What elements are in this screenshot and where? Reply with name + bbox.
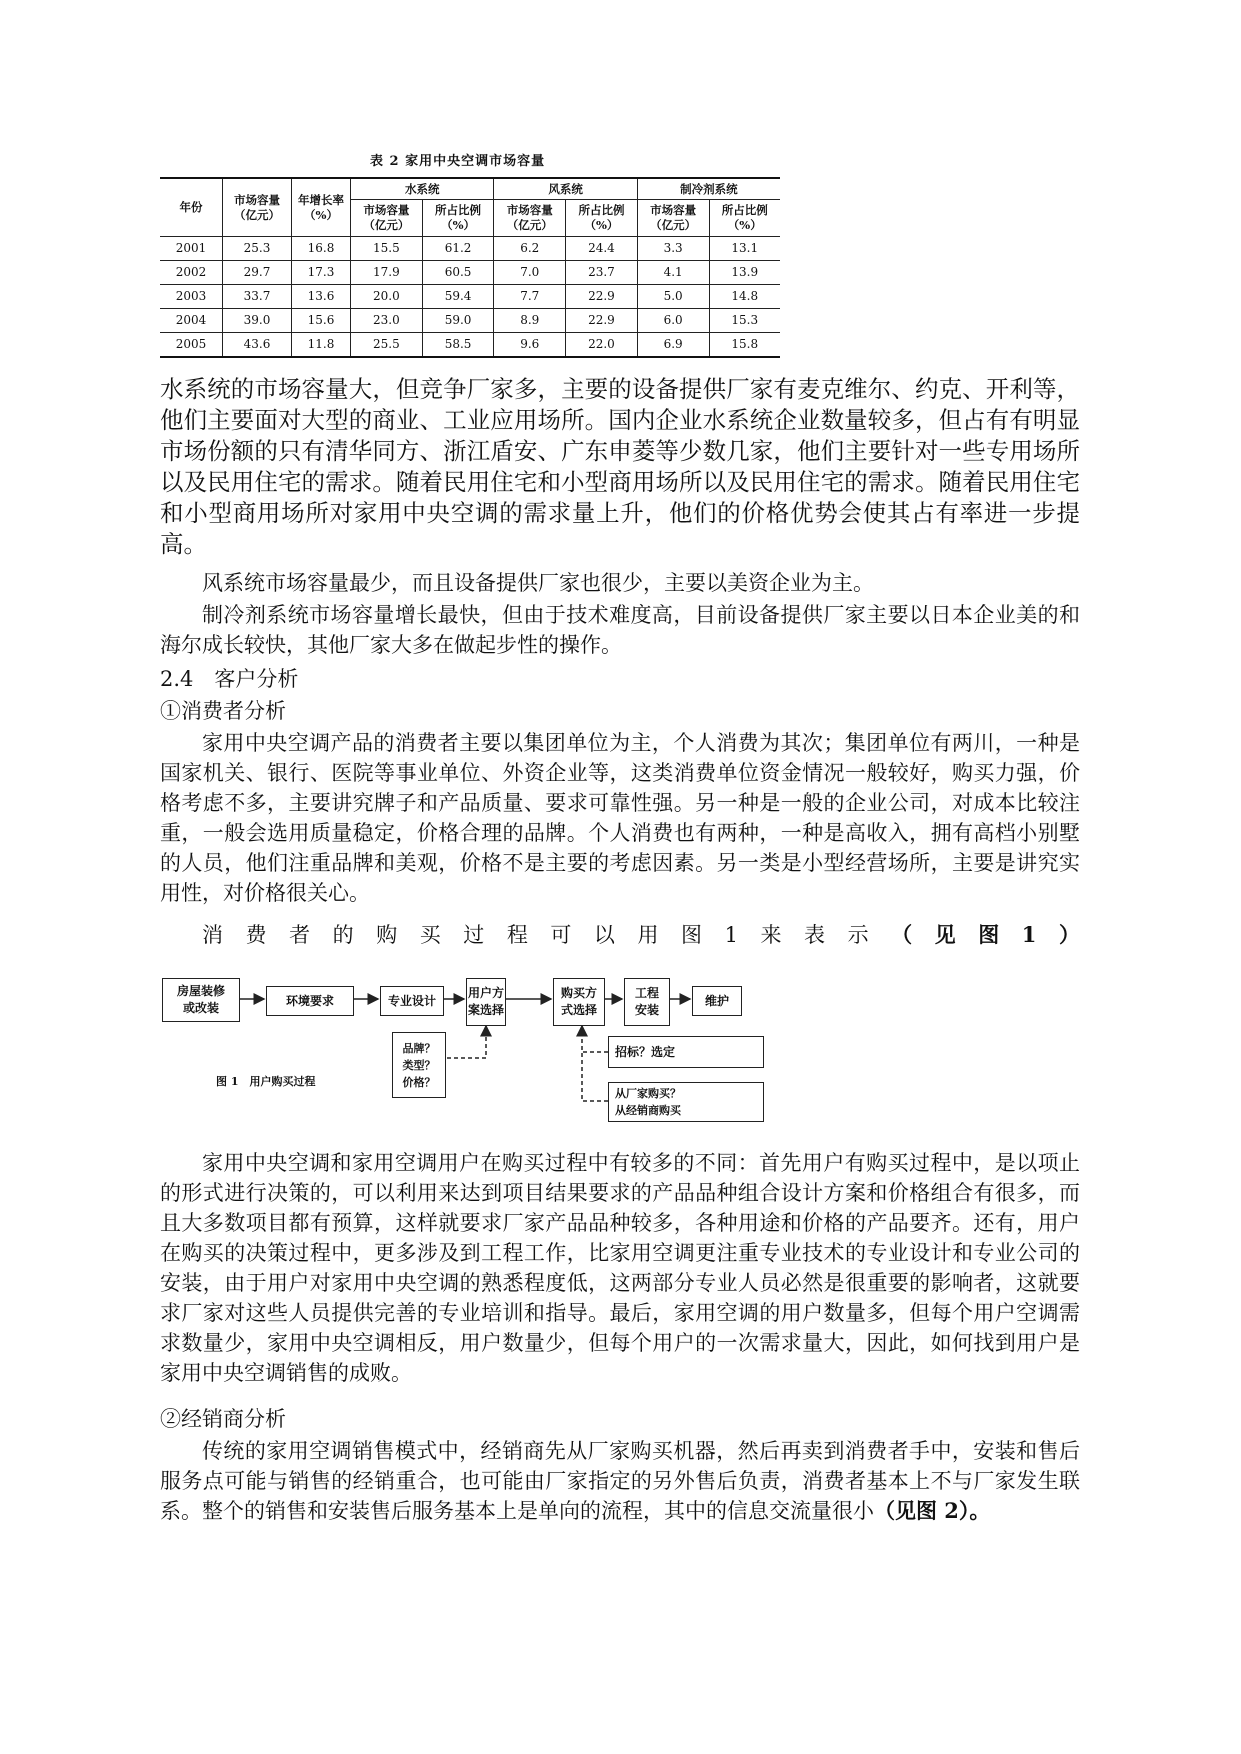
table-cell: 22.9 [566,285,638,309]
table-cell: 6.9 [637,333,709,358]
flow-box-tender: 招标？选定 [608,1036,764,1068]
spread-char: 过 [463,923,485,947]
paragraph-air-system: 风系统市场容量最少，而且设备提供厂家也很少，主要以美资企业为主。 [202,571,874,595]
header-year: 年份 [160,178,223,237]
flow-box-design: 专业设计 [380,986,444,1016]
table-cell: 15.3 [709,309,780,333]
spread-char: 表 [804,923,826,947]
figure-caption: 图 1 用户购买过程 [216,1075,316,1088]
spread-char: 用 [637,923,659,947]
table-cell: 7.0 [494,261,566,285]
table-cell: 7.7 [494,285,566,309]
paragraph-dealers-text: 传统的家用空调销售模式中，经销商先从厂家购买机器，然后再卖到消费者手中，安装和售后服务点可能与销售的经销重合，也可能由厂家指定的另外售后负责，消费者基本上不与厂家发生联系。整个的销售和安装售后服务基本上是单向的流程，其中的信息交流量很小 [160,1439,1080,1523]
header-capacity: 市场容量 （亿元） [223,178,292,237]
header-sub-share: 所占比例 （%） [422,200,494,237]
subheading-dealer-analysis: ②经销商分析 [160,1407,286,1431]
figure-reference: （见图 2）。 [874,1498,991,1523]
table-cell: 39.0 [223,309,292,333]
table-caption: 表 2 家用中央空调市场容量 [370,154,546,169]
header-sub-share: 所占比例 （%） [709,200,780,237]
table-cell: 59.4 [422,285,494,309]
table-cell: 15.8 [709,333,780,358]
table-cell: 9.6 [494,333,566,358]
table-cell: 25.5 [351,333,423,358]
flow-box-install: 工程 安装 [624,978,670,1026]
table-row [160,237,780,261]
section-heading-customer-analysis: 2.4 客户分析 [160,667,299,691]
table-cell: 61.2 [422,237,494,261]
header-refrigerant: 制冷剂系统 [637,178,780,200]
table-cell: 2004 [160,309,223,333]
table-cell: 25.3 [223,237,292,261]
table-cell: 2001 [160,237,223,261]
spread-char: 可 [550,923,572,947]
table-cell: 20.0 [351,285,423,309]
header-air: 风系统 [494,178,637,200]
table-cell: 6.2 [494,237,566,261]
table-cell: 22.0 [566,333,638,358]
header-growth: 年增长率 （%） [292,178,351,237]
flow-box-questions: 品牌？ 类型？ 价格？ [392,1032,446,1098]
flow-box-buy-mode: 购买方 式选择 [553,978,605,1026]
table-cell: 14.8 [709,285,780,309]
spread-char: 消 [202,923,223,947]
spread-char: 示 [847,923,869,947]
table-cell: 13.6 [292,285,351,309]
header-water: 水系统 [351,178,494,200]
table-cell: 16.8 [292,237,351,261]
dashed-connector [582,1052,608,1101]
table-cell: 17.3 [292,261,351,285]
header-sub-capacity: 市场容量 （亿元） [637,200,709,237]
flow-box-environment: 环境要求 [266,986,354,1016]
spread-char: 见 [934,922,956,947]
spread-char: 来 [760,923,782,947]
table-cell: 23.0 [351,309,423,333]
header-sub-share: 所占比例 （%） [566,200,638,237]
table-cell: 43.6 [223,333,292,358]
table-cell: 22.9 [566,309,638,333]
flow-box-maintain: 维护 [692,986,742,1016]
table-row [160,309,780,333]
spread-char: 买 [419,923,441,947]
header-sub-capacity: 市场容量 （亿元） [494,200,566,237]
flow-box-user-plan: 用户方 案选择 [466,978,506,1026]
table-cell: 29.7 [223,261,292,285]
spread-char: 者 [289,923,311,947]
table-cell: 15.6 [292,309,351,333]
table-cell: 33.7 [223,285,292,309]
flow-box-renovation: 房屋装修 或改装 [162,978,240,1022]
table-cell: 17.9 [351,261,423,285]
table-cell: 2005 [160,333,223,358]
paragraph-refrigerant-system: 制冷剂系统市场容量增长最快，但由于技术难度高，目前设备提供厂家主要以日本企业美的和海尔成长较快，其他厂家大多在做起步性的操作。 [160,603,1080,657]
table-cell: 3.3 [637,237,709,261]
header-sub-capacity: 市场容量 （亿元） [351,200,423,237]
spread-char: 购 [376,923,398,947]
spread-char: 1 [724,923,738,947]
table-cell: 11.8 [292,333,351,358]
spread-char: （ [891,922,913,947]
table-cell: 58.5 [422,333,494,358]
spread-char: 图 [681,923,703,947]
paragraph-water-system: 水系统的市场容量大，但竞争厂家多，主要的设备提供厂家有麦克维尔、约克、开利等，他们主要面对大型的商业、工业应用场所。国内企业水系统企业数量较多，但占有有明显市场份额的只有清华同方、浙江盾安、广东申菱等少数几家，他们主要针对一些专用场所以及民用住宅的需求。随着民用住宅和小型商用场所以及民用住宅的需求。随着民用住宅和小型商用场所对家用中央空调的需求量上升，他们的价格优势会使其占有率进一步提高。 [160,375,1080,558]
table-cell: 4.1 [637,261,709,285]
paragraph-consumers: 家用中央空调产品的消费者主要以集团单位为主，个人消费为其次；集团单位有两川，一种是国家机关、银行、医院等事业单位、外资企业等，这类消费单位资金情况一般较好，购买力强，价格考虑不多，主要讲究牌子和产品质量、要求可靠性强。另一种是一般的企业公司，对成本比较注重，一般会选用质量稳定，价格合理的品牌。个人消费也有两种，一种是高收入，拥有高档小别墅的人员，他们注重品牌和美观，价格不是主要的考虑因素。另一类是小型经营场所，主要是讲究实用性，对价格很关心。 [160,731,1080,905]
table-cell: 13.9 [709,261,780,285]
table-cell: 5.0 [637,285,709,309]
table-row [160,333,780,358]
spread-char: 1 [1021,922,1037,947]
paragraph-purchase-process-spread [202,920,1080,950]
table-cell: 13.1 [709,237,780,261]
table-cell: 2002 [160,261,223,285]
table-cell: 6.0 [637,309,709,333]
table-cell: 2003 [160,285,223,309]
spread-char: ） [1058,922,1080,947]
table-cell: 23.7 [566,261,638,285]
spread-char: 程 [506,923,528,947]
table-cell: 8.9 [494,309,566,333]
table-cell: 60.5 [422,261,494,285]
table-row [160,261,780,285]
subheading-consumer-analysis: ①消费者分析 [160,699,286,723]
flow-box-source: 从厂家购买？ 从经销商购买 [608,1082,764,1122]
spread-char: 以 [593,923,615,947]
spread-char: 费 [245,923,267,947]
table-cell: 59.0 [422,309,494,333]
paragraph-user-differences: 家用中央空调和家用空调用户在购买过程中有较多的不同：首先用户有购买过程中，是以项止的形式进行决策的，可以利用来达到项目结果要求的产品品种组合设计方案和价格组合有很多，而且大多数项目都有预算，这样就要求厂家产品品种较多，各种用途和价格的产品要齐。还有，用户在购买的决策过程中，更多涉及到工程工作，比家用空调更注重专业技术的专业设计和专业公司的安装，由于用户对家用中央空调的熟悉程度低，这两部分专业人员必然是很重要的影响者，这就要求厂家对这些人员提供完善的专业培训和指导。最后，家用空调的用户数量多，但每个用户空调需求数量少，家用中央空调相反，用户数量少，但每个用户的一次需求量大，因此，如何找到用户是家用中央空调销售的成败。 [160,1151,1080,1385]
spread-char: 图 [978,922,1000,947]
paragraph-dealers [160,1436,1080,1526]
table-row [160,285,780,309]
spread-char: 的 [332,923,354,947]
market-capacity-table [160,177,780,358]
table-cell: 24.4 [566,237,638,261]
dashed-arrow [582,1026,608,1052]
table-cell: 15.5 [351,237,423,261]
